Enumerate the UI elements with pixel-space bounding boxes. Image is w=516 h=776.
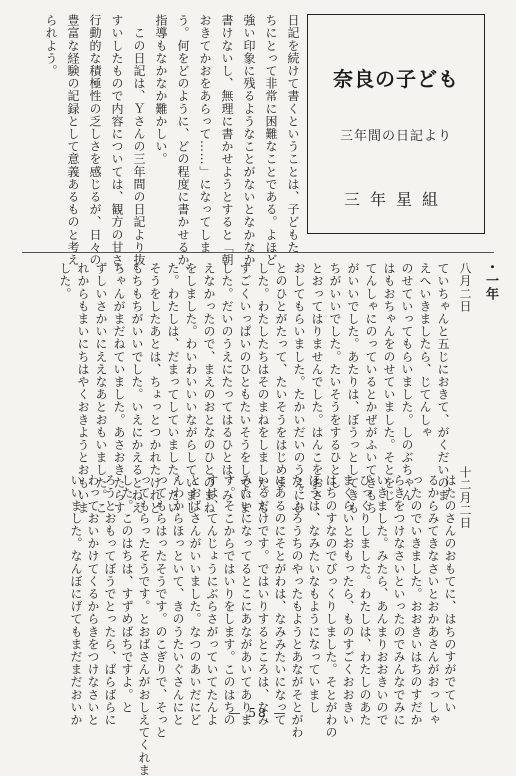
page-number: — 58 — [228, 706, 288, 720]
article-title: 奈良の子ども [333, 67, 459, 91]
intro-line: 行動的な積極性の乏しさを感じるが、日々の [88, 14, 102, 266]
entry-date: 十二月二日 [458, 466, 472, 529]
entry-line: らきをつけなさいといったのでみんなでみに [392, 474, 406, 726]
entry-line: とおってはりませんでした。はんこをおさ [310, 262, 324, 502]
entry-line: てんしゃにのっているとかぜがふいてきもち [364, 262, 378, 514]
entry-date: 八月二日 [458, 262, 472, 313]
entry-line: のせていってもらいました。しのぶちゃん [400, 262, 414, 502]
entry-line: した。 [58, 262, 72, 300]
entry-line: た。わたしは、だまってしていました。たい [166, 262, 180, 514]
intro-line: 指導もなかなか難かしい。 [154, 14, 168, 166]
entry-line: いきました。みたら、あんまりおおきいので [375, 474, 389, 726]
entry-line: ちゃんがまだねていました。あさおきたらす [112, 262, 126, 514]
entry-line: はもおちゃんをのせていました。そとをじ [382, 262, 396, 502]
entry-line: ったのでいきました。おおきいはちのすだか [409, 474, 423, 726]
entry-line: もちもちがいいでした。いえにかえるとねえ [130, 262, 144, 514]
entry-line: まぐらいとおもったら、ものすごくおおきい [341, 474, 355, 726]
entry-line: ていちゃんと五じにおきて、がくだいのま [436, 262, 450, 502]
article-subtitle: 三年間の日記より [339, 129, 452, 144]
entry-line: がいいでした。あたりは、ぼうっとしてきも [346, 262, 360, 514]
intro-line: この日記は、Ｙさんの三年間の日記より抜 [132, 14, 146, 266]
entry-line: した。このはちは、すずめばちですよ。と [120, 474, 134, 714]
intro-line: う。何をどのように、どの程度に書かせるか、 [176, 14, 190, 279]
entry-line: ってもらったそうです。とおばさんがおしえてくれま [137, 474, 151, 776]
entry-line: びっくりしました。わたしは、わたしのあた [358, 474, 372, 726]
entry-line: はちのすなのでびっくりしました。そとがわの [324, 474, 338, 739]
entry-line: とおばさんがいいました。なつのあいだにど [188, 474, 202, 726]
entry-line: とのひとがたって、たいそうをはじめま [274, 262, 288, 489]
entry-line: ずしいさかいにええなあとおもいました。こ [94, 262, 108, 514]
intro-line: 強い印象に残るようなことがないとなかなか [242, 14, 256, 266]
entry-line: をしました。わいわいいいながらしていまし [184, 262, 198, 514]
entry-line: わっておいかけてくるからきをつけなさいと [86, 474, 100, 726]
intro-line: ちにとって非常に困難なことである。よほど [264, 14, 278, 266]
entry-line: いいました。なんぼにげてもまだまだおいか [69, 474, 83, 726]
entry-line: ほうは、なみたいなもようになっていまし [307, 474, 321, 714]
entry-line: ろうとおもってぼうでとったら、ばらばらに [103, 474, 117, 726]
entry-line: た。ふろうちのやったもようとあながそとがわ [290, 474, 304, 739]
entry-line: るからみてきなさいとおかあさんがおっしゃ [426, 474, 440, 726]
intro-line: られよう。 [44, 14, 58, 77]
intro-line: 書けないし、無理に書かせようとすると「朝 [220, 14, 234, 266]
entry-line: いるだけです。ではいりするところは、なみ [256, 474, 270, 726]
entry-line: ってもらはったそうです。のこぎりで、そっと [154, 474, 168, 739]
entry-line: した。わたしたちはそのまねをしました。も [256, 262, 270, 514]
entry-line: す。そこからではいりをします。このはちの [222, 474, 236, 726]
entry-line: みたいになってるとこにあながあいてありま [239, 474, 253, 726]
entry-line: えなかったので、まえのおとなのひとのまね [202, 262, 216, 514]
entry-line: はたのさんのおもてに、はちのすがでてい [443, 474, 457, 714]
entry-line: れからもまいにちはやくおきようとおもいま [76, 262, 90, 514]
entry-line: そうをしたあとは、ちょっとつかれたけれど [148, 262, 162, 514]
entry-line: した。だいのうえにたってはるひとは、み [220, 262, 234, 502]
entry-line: えへいきましたら、じてんしゃ [418, 262, 432, 439]
section-divider [22, 252, 494, 253]
section-heading: ・一年 [483, 260, 498, 301]
intro-line: すいしたもので内容については、観方の甘さ、 [110, 14, 124, 279]
entry-line: すごくいっぱいのひともたいそうをしていま [238, 262, 252, 514]
entry-line: すは、てんじょうにぶらさがっていてたんよ [205, 474, 219, 726]
title-box [307, 14, 485, 234]
intro-line: おきてかおをあらって……」になってしま [198, 14, 212, 254]
intro-line: 豊富な経験の記録として意義あるものと考え [66, 14, 80, 266]
entry-line: ちがいいでした。たいそうをするひとし [328, 262, 342, 489]
entry-line: にあるのにそとがわは、なみみたいになって [273, 474, 287, 726]
article-author: 三年星組 [343, 190, 448, 209]
entry-line: んわからほっといて、きのうたいぐさんにと [171, 474, 185, 726]
intro-line: 日記を続けて書くということは、子どもた [286, 14, 300, 254]
entry-line: おしてもらいました。たかいだいのうえにひ [292, 262, 306, 514]
